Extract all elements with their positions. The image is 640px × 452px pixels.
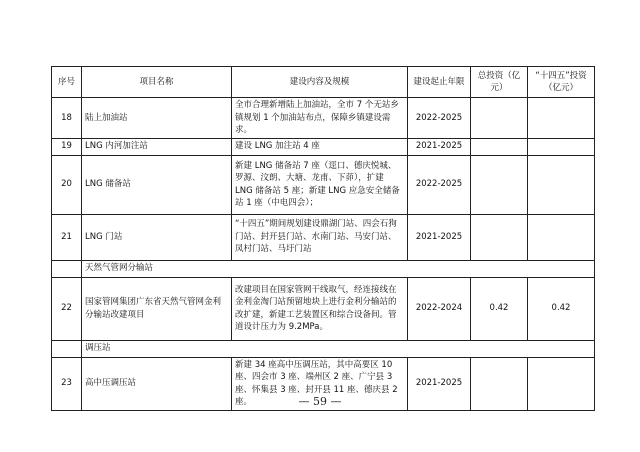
row-plan xyxy=(528,138,595,155)
row-period: 2021-2025 xyxy=(408,357,471,410)
header-name: 项目名称 xyxy=(82,67,232,98)
row-name: LNG 内河加注站 xyxy=(82,138,232,155)
row-name: 国家管网集团广东省天然气管网金利分输站改建项目 xyxy=(82,277,232,340)
section-title: 调压站 xyxy=(82,340,595,357)
section-no-cell xyxy=(52,260,82,277)
row-total xyxy=(471,214,528,260)
row-content: “十四五”期间规划建设鼎湖门站、四会石狗门站、封开县门站、水南门站、马安门站、凤村门站、马圩门站 xyxy=(232,214,408,260)
table-row xyxy=(52,277,595,340)
row-content: 新建 34 座高中压调压站，其中高要区 10 座、四会市 3 座、端州区 2 座、广宁县 3 座、怀集县 3 座、封开县 11 座、德庆县 2 座。 xyxy=(232,357,408,410)
row-period: 2021-2025 xyxy=(408,138,471,155)
row-period: 2021-2025 xyxy=(408,214,471,260)
row-name: 高中压调压站 xyxy=(82,357,232,410)
row-period: 2022-2025 xyxy=(408,98,471,139)
row-content: 新建 LNG 储备站 7 座（逕口、德庆悦城、罗源、汶朗、大塘、龙甫、下茆），扩建 LNG 储备站 5 座；新建 LNG 应急安全储备站 1 座（中电四会）； xyxy=(232,155,408,214)
table-row xyxy=(52,98,595,139)
row-period: 2022-2025 xyxy=(408,155,471,214)
row-no: 18 xyxy=(52,98,82,139)
row-total xyxy=(471,155,528,214)
row-content: 建设 LNG 加注站 4 座 xyxy=(232,138,408,155)
row-no: 20 xyxy=(52,155,82,214)
section-row xyxy=(52,340,595,357)
row-no: 19 xyxy=(52,138,82,155)
row-total: 0.42 xyxy=(471,277,528,340)
section-no-cell xyxy=(52,340,82,357)
row-period: 2022-2024 xyxy=(408,277,471,340)
table-row xyxy=(52,155,595,214)
row-total xyxy=(471,138,528,155)
page-number: — 59 — xyxy=(298,395,342,408)
row-plan xyxy=(528,98,595,139)
project-table xyxy=(51,66,595,411)
row-no: 22 xyxy=(52,277,82,340)
section-row xyxy=(52,260,595,277)
row-plan xyxy=(528,155,595,214)
row-no: 23 xyxy=(52,357,82,410)
row-plan: 0.42 xyxy=(528,277,595,340)
row-content: 改建项目在国家管网干线取气，经连接线在金利金淘门站预留地块上进行金利分输站的改扩建，新建工艺装置区和综合设备间。管道设计压力为 9.2MPa。 xyxy=(232,277,408,340)
header-total: 总投资（亿元） xyxy=(471,67,528,98)
header-no: 序号 xyxy=(52,67,82,98)
header-period: 建设起止年限 xyxy=(408,67,471,98)
row-plan xyxy=(528,214,595,260)
row-name: LNG 门站 xyxy=(82,214,232,260)
table-header-row xyxy=(52,67,595,98)
header-content: 建设内容及规模 xyxy=(232,67,408,98)
row-total xyxy=(471,98,528,139)
row-name: LNG 储备站 xyxy=(82,155,232,214)
row-name: 陆上加油站 xyxy=(82,98,232,139)
row-no: 21 xyxy=(52,214,82,260)
table-row xyxy=(52,214,595,260)
row-content: 全市合理新增陆上加油站，全市 7 个无站乡镇规划 1 个加油站布点，保障乡镇建设需求。 xyxy=(232,98,408,139)
header-plan: “十四五”投资（亿元） xyxy=(528,67,595,98)
table-row xyxy=(52,138,595,155)
section-title: 天然气管网分输站 xyxy=(82,260,595,277)
